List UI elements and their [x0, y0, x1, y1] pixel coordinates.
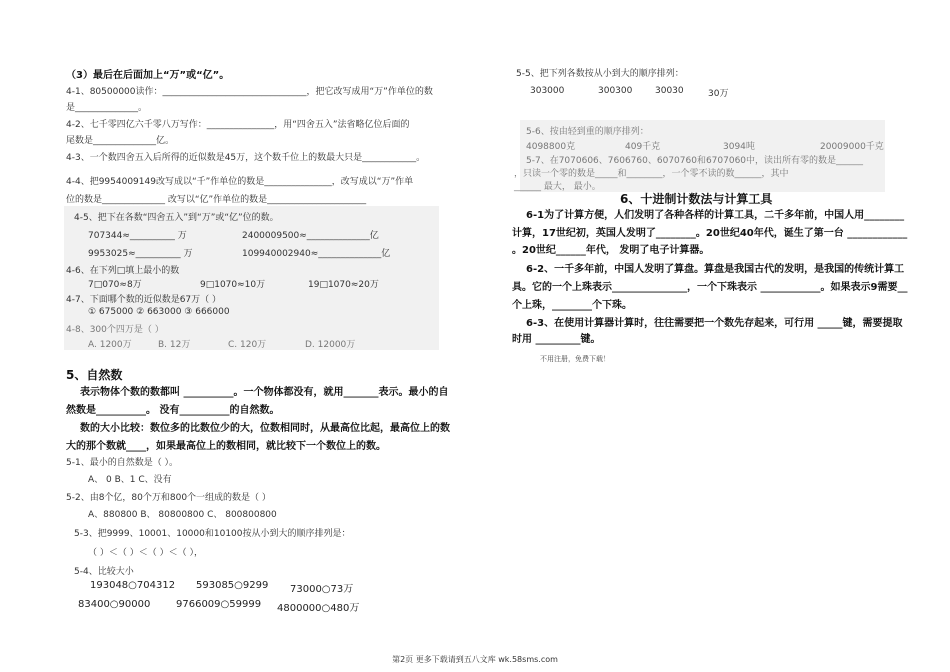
question-4-8-option-c: C. 120万: [228, 340, 267, 350]
question-5-5-num-3: 30030: [655, 86, 684, 96]
question-4-2-cont: 尾数是______________亿。: [66, 136, 175, 146]
question-6-3-cont: 时用 _________键。: [512, 334, 601, 345]
question-5-5-num-4: 30万: [708, 89, 729, 99]
question-6-1: 6-1为了计算方便，人们发明了各种各样的计算工具，二千多年前，中国人用________: [526, 210, 905, 221]
question-4-4-cont: 位的数是______________ 改写以“亿”作单位的数是______________________: [66, 195, 367, 205]
question-4-4: 4-4、把9954009149改写成以“千”作单位的数是_______________，改写成以“万”作单: [66, 177, 414, 187]
question-4-5-row2-b: 109940002940≈______________亿: [242, 249, 391, 259]
compare-3: 73000○73万: [290, 584, 354, 595]
section-5-title: 5、自然数: [66, 368, 123, 382]
question-6-3: 6-3、在使用计算器计算时，往往需要把一个数先存起来，可行用 _____键，需要提取: [526, 318, 903, 329]
section-5-para1: 表示物体个数的数都叫 __________。一个物体都没有，就用_______表示。最小的自: [80, 387, 449, 398]
free-download-note: 不用注册，免费下载！: [540, 355, 610, 363]
question-4-5-row1-b: 2400009500≈______________亿: [242, 231, 379, 241]
question-5-5-num-2: 300300: [598, 86, 633, 96]
question-4-8-option-b: B. 12万: [158, 340, 191, 350]
question-4-6-b: 9□1070≈10万: [200, 280, 266, 290]
question-5-5: 5-5、把下列各数按从小到大的顺序排列：: [516, 69, 684, 79]
question-4-2: 4-2、七千零四亿六千零八万写作：_______________，用“四舍五入”法省略亿位后面的: [66, 120, 410, 130]
question-5-6: 5-6、按由轻到重的顺序排列：: [526, 127, 649, 137]
question-6-1-cont1: 计算，17世纪初，英国人发明了________。20世纪40年代，诞生了第一台 ____________: [512, 228, 908, 239]
question-4-6-c: 19□1070≈20万: [308, 280, 379, 290]
question-5-7-cont1: ，只读一个零的数是_____和________，一个零不读的数______，其中: [514, 169, 789, 179]
section-6-title: 6、十进制计数法与计算工具: [620, 192, 773, 206]
compare-2: 593085○9299: [196, 580, 269, 591]
question-4-1: 4-1、80500000读作：________________________________，把它改写成用“万”作单位的数: [66, 87, 433, 97]
question-5-6-item-1: 4098800克: [526, 142, 576, 152]
section-5-para1-cont: 然数是__________。 没有__________的自然数。: [66, 405, 280, 416]
page-footer[interactable]: 第2页 更多下载请到五八文库 wk.58sms.com: [392, 655, 558, 664]
question-4-5: 4-5、把下在各数“四舍五入”到“万”或“亿”位的数。: [74, 213, 279, 223]
section-5-para2: 数的大小比较：数位多的比数位少的大，位数相同时，从最高位比起，最高位上的数: [80, 423, 450, 434]
question-5-6-item-4: 20009000千克: [820, 142, 884, 152]
question-5-7-cont2: ______ 最大， 最小。: [514, 182, 601, 192]
question-5-3: 5-3、把9999、10001、10000和10100按从小到大的顺序排列是：: [74, 529, 351, 539]
question-6-2: 6-2、一千多年前，中国人发明了算盘。算盘是我国古代的发明，是我国的传统计算工: [526, 264, 905, 275]
question-5-4: 5-4、比较大小: [74, 567, 134, 577]
compare-5: 9766009○59999: [176, 599, 262, 610]
question-4-1-cont: 是______________。: [66, 103, 148, 113]
question-4-6: 4-6、在下列□填上最小的数: [66, 266, 180, 276]
question-4-8-option-d: D. 12000万: [305, 340, 356, 350]
question-5-1: 5-1、最小的自然数是（ ）。: [66, 458, 179, 468]
question-5-5-num-1: 303000: [530, 86, 565, 96]
question-4-6-a: 7□070≈8万: [88, 280, 142, 290]
question-6-2-cont2: 个上珠，________个下珠。: [512, 300, 632, 311]
question-5-7: 5-7、在7070606、7606760、6070760和6707060中，读出所有零的数是______: [526, 156, 864, 166]
question-4-7-options: ① 675000 ② 663000 ③ 666000: [88, 307, 230, 317]
question-4-8-option-a: A. 1200万: [88, 340, 132, 350]
question-5-3-blanks: （ ）＜（ ）＜（ ）＜（ ），: [88, 548, 203, 558]
section-5-para2-cont: 大的那个数就____，如果最高位上的数相同，就比较下一个数位上的数。: [66, 441, 386, 452]
question-5-6-item-3: 3094吨: [723, 142, 755, 152]
section-3-title: （3）最后在后面加上“万”或“亿”。: [66, 70, 230, 81]
question-5-2: 5-2、由8个亿，80个万和800个一组成的数是（ ）: [66, 493, 271, 503]
question-6-2-cont1: 具。它的一个上珠表示_______________，一个下珠表示 ____________。如果表示9需要__: [512, 282, 908, 293]
question-4-5-row1-a: 707344≈__________ 万: [88, 231, 187, 241]
question-4-7: 4-7、下面哪个数的近似数是67万（ ）: [66, 295, 222, 305]
compare-6: 4800000○480万: [277, 603, 360, 614]
compare-4: 83400○90000: [78, 599, 151, 610]
question-5-2-options: A、880800 B、 80800800 C、 800800800: [88, 510, 277, 520]
question-4-3: 4-3、一个数四舍五入后所得的近似数是45万，这个数千位上的数最大只是____________。: [66, 153, 426, 163]
question-4-5-row2-a: 9953025≈__________ 万: [88, 249, 193, 259]
question-5-1-options: A、 0 B、1 C、没有: [88, 475, 172, 485]
question-4-8: 4-8、300个四万是（ ）: [66, 325, 164, 335]
question-5-6-item-2: 409千克: [625, 142, 661, 152]
compare-1: 193048○704312: [90, 580, 176, 591]
question-6-1-cont2: 。20世纪______年代， 发明了电子计算器。: [512, 245, 710, 256]
